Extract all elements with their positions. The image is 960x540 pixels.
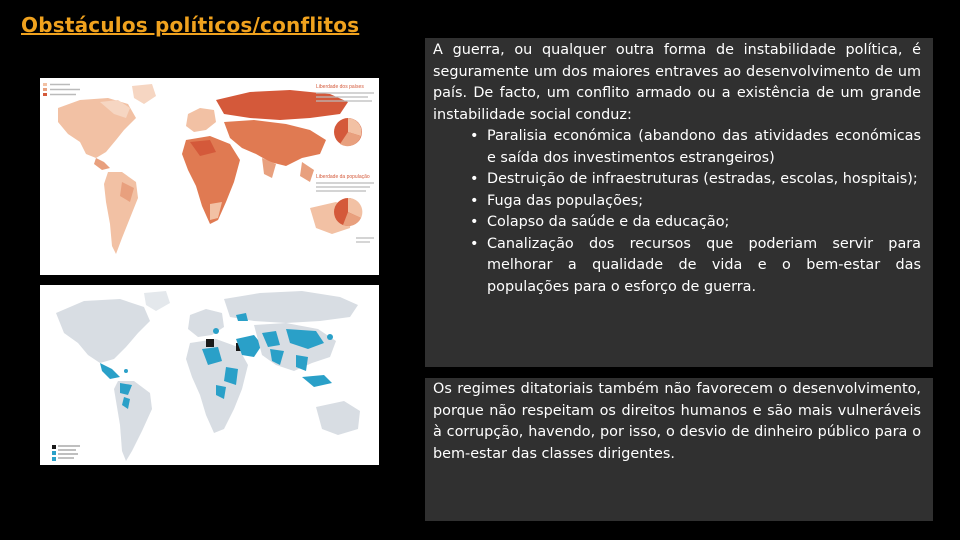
svg-text:Liberdade da população: Liberdade da população bbox=[316, 174, 370, 180]
list-item: • Canalização dos recursos que poderiam servir para melhorar a qualidade de vida e o bem-estar das populações para o esforço de guerra. bbox=[487, 234, 921, 299]
freedom-world-map bbox=[40, 78, 379, 275]
consequences-intro: A guerra, ou qualquer outra forma de instabilidade política, é seguramente um dos maiores entraves ao desenvolvimento de um país. De facto, um conflito armado ou a existência de um grande instabilidade social conduz: bbox=[433, 42, 921, 123]
consequences-list bbox=[433, 126, 921, 298]
list-item: • Fuga das populações; bbox=[487, 191, 921, 213]
dictatorship-panel bbox=[425, 378, 933, 521]
list-item: • Colapso da saúde e da educação; bbox=[487, 212, 921, 234]
consequences-panel bbox=[425, 38, 933, 367]
list-item: • Paralisia económica (abandono das atividades económicas e saída dos investimentos estrangeiros) bbox=[487, 126, 921, 169]
slide-title: Obstáculos políticos/conflitos bbox=[21, 13, 360, 37]
list-item: • Destruição de infraestruturas (estradas, escolas, hospitais); bbox=[487, 169, 921, 191]
svg-text:Liberdade dos países: Liberdade dos países bbox=[316, 84, 364, 90]
conflicts-world-map bbox=[40, 285, 379, 465]
dictatorship-text: Os regimes ditatoriais também não favorecem o desenvolvimento, porque não respeitam os direitos humanos e são mais vulneráveis à corrupção, havendo, por isso, o desvio de dinheiro público para o bem-estar das classes dirigentes. bbox=[433, 381, 921, 462]
